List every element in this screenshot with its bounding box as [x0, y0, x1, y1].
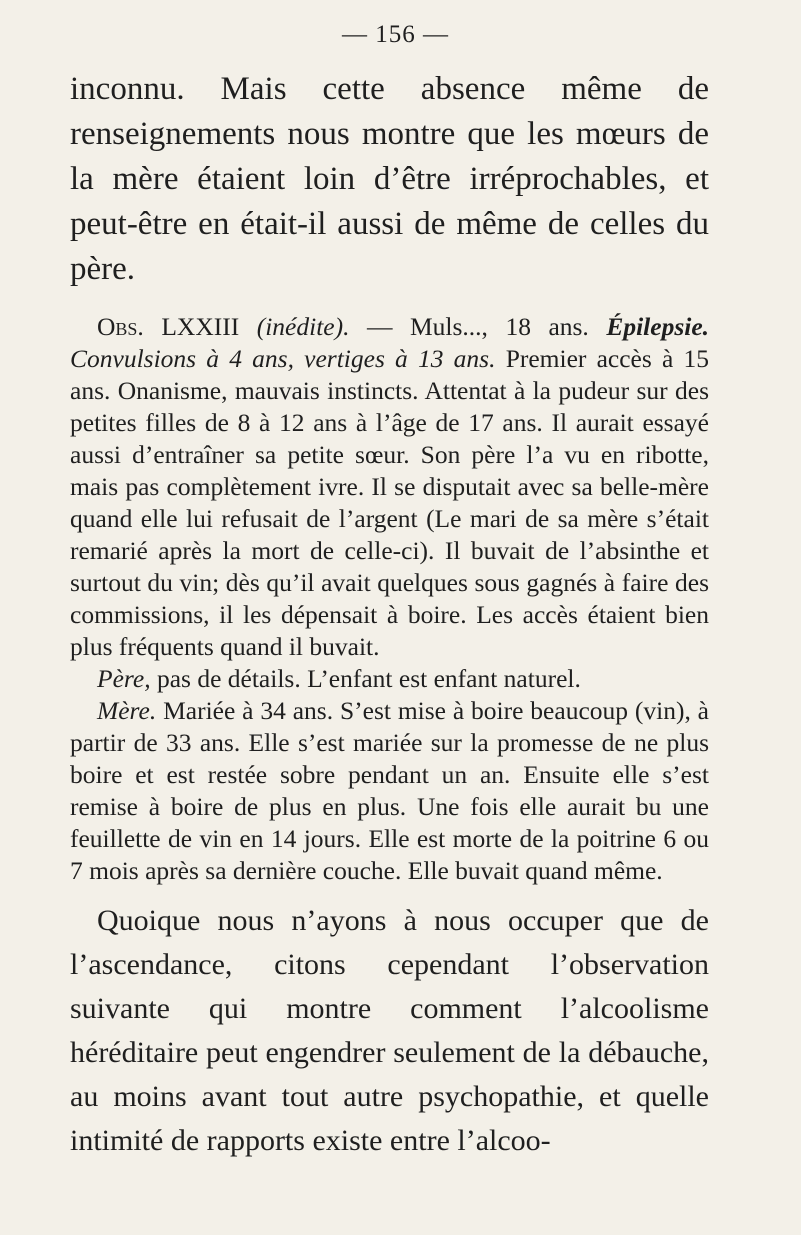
- observation-diagnosis: Épilepsie.: [606, 312, 710, 341]
- observation-symptoms: Convulsions à 4 ans, vertiges à 13 ans.: [70, 344, 496, 373]
- observation-patient: — Muls..., 18 ans.: [367, 312, 589, 341]
- closing-paragraph: Quoique nous n’ayons à nous occuper que de l’ascendance, citons cependant l’observation suivante qui montre comment l’alcoolisme héréditaire peut engendrer seulement de la débauche, au moins avant tout autre psychopathie, et quelle intimité de rapports existe entre l’alcoo-: [70, 904, 709, 1157]
- lead-paragraph: inconnu. Mais cette absence même de renseignements nous montre que les mœurs de la mère étaient loin d’être irréprochables, et peut-être en était-il aussi de même de celles du père.: [70, 71, 709, 287]
- page-number: — 156 —: [342, 21, 449, 48]
- observation-paragraph: [70, 311, 709, 663]
- father-label: Père,: [97, 664, 151, 693]
- father-text: pas de détails. L’enfant est enfant naturel.: [156, 664, 581, 693]
- mother-note: [70, 695, 709, 887]
- observation-body: Premier accès à 15 ans. Onanisme, mauvais instincts. Attentat à la pudeur sur des petites filles de 8 à 12 ans à l’âge de 17 ans. Il aurait essayé aussi d’entraîner sa petite sœur. Son père l’a vu en ribotte, mais pas complètement ivre. Il se disputait avec sa belle-mère quand elle lui refusait de l’argent (Le mari de sa mère s’était remarié après la mort de celle-ci). Il buvait de l’absinthe et surtout du vin; dès qu’il avait quelques sous gagnés à faire des commissions, il les dépensait à boire. Les accès étaient bien plus fréquents quand il buvait.: [70, 344, 709, 661]
- observation-status: (inédite).: [256, 312, 350, 341]
- mother-text: Mariée à 34 ans. S’est mise à boire beaucoup (vin), à partir de 33 ans. Elle s’est mariée sur la promesse de ne plus boire et est restée sobre pendant un an. Ensuite elle s’est remise à boire de plus en plus. Une fois elle aurait bu une feuillette de vin en 14 jours. Elle est morte de la poitrine 6 ou 7 mois après sa dernière couche. Elle buvait quand même.: [70, 696, 710, 885]
- father-note: [70, 663, 709, 695]
- observation-number: LXXIII: [161, 312, 240, 341]
- observation-label: Obs.: [97, 312, 144, 341]
- mother-label: Mère.: [97, 696, 157, 725]
